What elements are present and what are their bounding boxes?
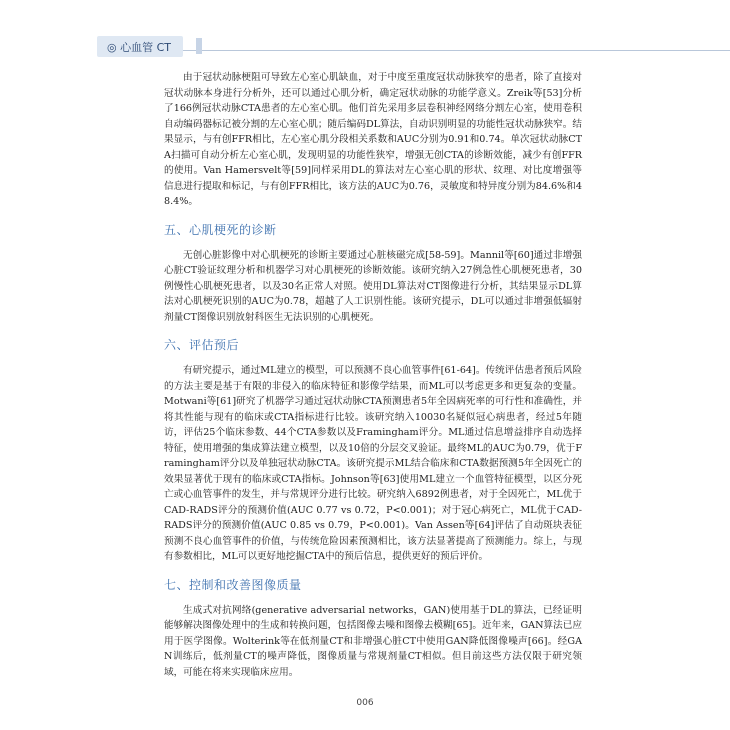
- intro-paragraph: 由于冠状动脉梗阻可导致左心室心肌缺血，对于中度至重度冠状动脉狭窄的患者，除了直接对冠状动脉本身进行分析外，还可以通过心肌分析，确定冠状动脉的功能学意义。Zreik等[53]分析了166例冠状动脉CTA患者的左心室心肌。他们首先采用多层卷积神经网络分割左心室，使用卷积自动编码器标记被分割的左心室心肌；随后编码DL算法，自动识别明显的功能性冠状动脉狭窄。结果显示，与有创FFR相比，左心室心肌分段相关系数和AUC分别为0.91和0.74。单次冠状动脉CTA扫描可自动分析左心室心肌，发现明显的功能性狭窄，增强无创CTA的诊断效能，减少有创FFR的使用。Van Hamersvelt等[59]同样采用DL的算法对左心室心肌的形状、纹理、对比度增强等信息进行提取和标记，与有创FFR相比，该方法的AUC为0.76，灵敏度和特异度分别为84.6%和48.4%。: [164, 72, 582, 207]
- page-footer: [0, 690, 730, 709]
- section-7-heading: 七、控制和改善图像质量: [164, 577, 302, 592]
- section-5-heading: 五、心肌梗死的诊断: [164, 222, 277, 237]
- header-mark: [196, 38, 202, 54]
- running-header: [0, 0, 730, 60]
- header-tab: [97, 36, 183, 57]
- section-7-paragraph: 生成式对抗网络(generative adversarial networks，GAN)使用基于DL的算法，已经证明能够解决图像处理中的生成和转换问题，包括图像去噪和图像去模糊[65]。近年来，GAN算法已应用于医学图像。Wolterink等在低剂量CT和非增强心脏CT中使用GAN降低图像噪声[66]。经GAN训练后，低剂量CT的噪声降低，图像质量与常规剂量CT相似。但目前这些方法仅限于研究领域，可能在将来实现临床应用。: [164, 604, 582, 678]
- page-body: [164, 70, 582, 680]
- section-6-heading: 六、评估预后: [164, 338, 240, 352]
- header-tab-label: ◎ 心血管 CT: [107, 40, 171, 54]
- header-rule: [135, 50, 730, 51]
- page-number: 006: [356, 698, 374, 708]
- section-6-paragraph: 有研究提示，通过ML建立的模型，可以预测不良心血管事件[61-64]。传统评估患者预后风险的方法主要是基于有限的非侵入的临床特征和影像学结果，而ML可以考虑更多和更复杂的变量。Motwani等[61]研究了机器学习通过冠状动脉CTA预测患者5年全因病死率的可行性和准确性，并将其性能与现有的临床或CTA指标进行比较。该研究纳入10030名疑似冠心病患者，经过5年随访，评估25个临床参数、44个CTA参数以及Framingham评分。ML通过信息增益排序自动选择特征，使用增强的集成算法建立模型，以及10倍的分层交叉验证。最终ML的AUC为0.79，优于Framingham评分以及单独冠状动脉CTA。该研究提示ML结合临床和CTA数据预测5年全因死亡的效果显著优于现有的临床或CTA指标。Johnson等[63]使用ML建立一个血管特征模型，以区分死亡或心血管事件的发生，并与常规评分进行比较。研究纳入6892例患者，对于全因死亡，ML优于CAD-RADS评分的预测价值(AUC 0.77 vs 0.72，P<0.001)；对于冠心病死亡，ML优于CAD-RADS评分的预测价值(AUC 0.85 vs 0.79，P<0.001)。Van Assen等[64]评估了自动斑块表征预测不良心血管事件的价值，与传统危险因素预测相比，该方法显著提高了预测能力。综上，与现有参数相比，ML可以更好地挖掘CTA中的预后信息，提供更好的预后评价。: [164, 365, 582, 562]
- section-5-paragraph: 无创心脏影像中对心肌梗死的诊断主要通过心脏核磁完成[58-59]。Mannil等[60]通过非增强心脏CT验证纹理分析和机器学习对心肌梗死的诊断效能。该研究纳入27例急性心肌梗死患者，30例慢性心肌梗死患者，以及30名正常人对照。使用DL算法对CT图像进行分析，其结果显示DL算法对心肌梗死识别的AUC为0.78，超越了人工识别性能。该研究提示，DL可以通过非增强低辐射剂量CT图像识别放射科医生无法识别的心肌梗死。: [164, 249, 582, 323]
